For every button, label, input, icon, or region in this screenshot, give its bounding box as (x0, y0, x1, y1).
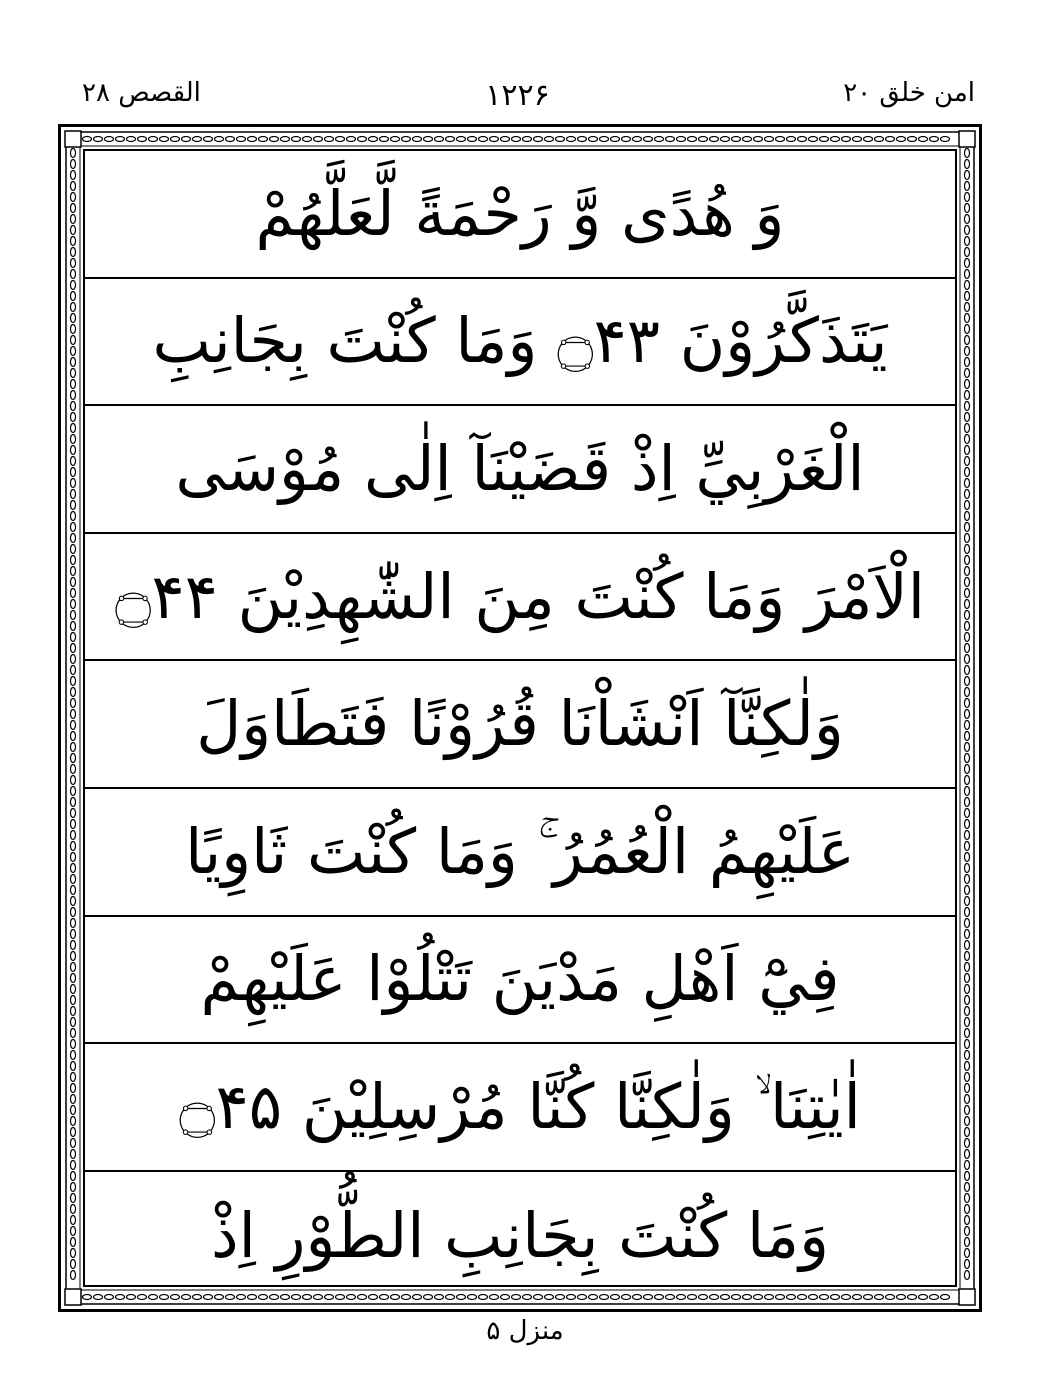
page-number: ۱۲۲۶ (485, 78, 550, 113)
page-frame (58, 124, 982, 1312)
verse-line (85, 1044, 955, 1172)
verse-line-text: وَمَا كُنْتَ بِجَانِبِ الطُّوْرِ اِذْ (210, 1198, 830, 1272)
verse-line (85, 406, 955, 534)
verse-line-text: الْغَرْبِيِّ اِذْ قَضَيْنَآ اِلٰى مُوْسَى (175, 431, 865, 505)
verse-line (85, 789, 955, 917)
page-header (60, 78, 975, 122)
verse-line-text: الْاَمْرَ وَمَا كُنْتَ مِنَ الشّٰهِدِيْنَ ۝۴۴ (114, 559, 926, 633)
manzil-label: منزل ۵ (486, 1316, 564, 1346)
verse-line (85, 534, 955, 662)
verse-line-text: يَتَذَكَّرُوْنَ ۝۴۳ وَمَا كُنْتَ بِجَانِبِ (152, 304, 888, 378)
verse-line-text: وَلٰكِنَّآ اَنْشَاْنَا قُرُوْنًا فَتَطَاوَلَ (196, 687, 844, 761)
surah-label: القصص ۲۸ (82, 78, 201, 108)
verse-line (85, 1172, 955, 1287)
juz-label: امن خلق ۲۰ (843, 78, 975, 108)
verse-line (85, 917, 955, 1045)
verse-line (85, 661, 955, 789)
text-area (83, 149, 957, 1287)
verse-line-text: فِيْٓ اَهْلِ مَدْيَنَ تَتْلُوْا عَلَيْهِمْ (200, 942, 840, 1016)
verse-line-text: اٰيٰتِنَا ۙ وَلٰكِنَّا كُنَّا مُرْسِلِيْنَ ۝۴۵ (179, 1069, 861, 1143)
verse-line-text: وَ هُدًى وَّ رَحْمَةً لَّعَلَّهُمْ (255, 176, 785, 250)
verse-line (85, 151, 955, 279)
verse-line-text: عَلَيْهِمُ الْعُمُرُ ۚ وَمَا كُنْتَ ثَاوِيًا (185, 814, 855, 888)
verse-line (85, 279, 955, 407)
